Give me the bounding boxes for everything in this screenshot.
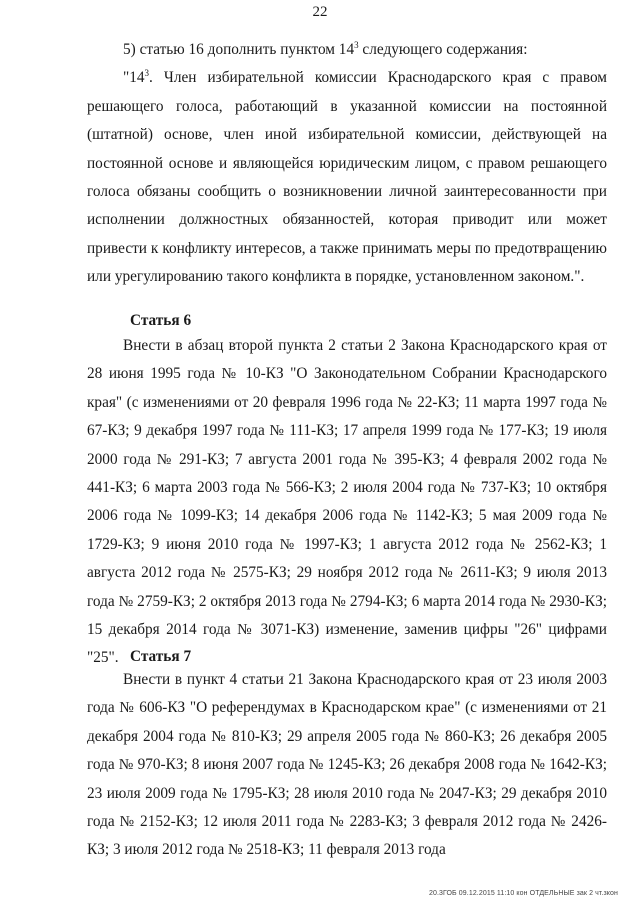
item5-intro-text: 5) статью 16 дополнить пунктом 14 xyxy=(123,41,355,58)
item5-block xyxy=(87,36,607,292)
article7-text: Внести в пункт 4 статьи 21 Закона Краснодарского края от 23 июля 2003 года № 606-КЗ "О референдумах в Краснодарском крае" (с изменениями от 21 декабря 2004 года № 810-КЗ; 29 апреля 2005 года № 860-КЗ; 26 декабря 2005 года № 970-КЗ; 8 июня 2007 года № 1245-КЗ; 26 декабря 2008 года № 1642-КЗ; 23 июля 2009 года № 1795-КЗ; 28 июля 2010 года № 2047-КЗ; 29 декабря 2010 года № 2152-КЗ; 12 июля 2011 года № 2283-КЗ; 3 февраля 2012 года № 2426-КЗ; 3 июля 2012 года № 2518-КЗ; 11 февраля 2013 года xyxy=(87,671,607,859)
page-number: 22 xyxy=(312,4,328,20)
document-footer: 20.3ГОБ 09.12.2015 11:10 кон ОТДЕЛЬНЫЕ зак 2 чт.зкон xyxy=(428,890,618,897)
item5-intro-superscript: 3 xyxy=(354,39,359,50)
item5-quote-text: . Член избирательной комиссии Краснодарского края с правом решающего голоса, работающий в указанной комиссии на постоянной (штатной) основе, член иной избирательной комиссии, действующей на постоянной основе и являющейся юридическим лицом, с правом решающего голоса обязаны сообщить о возникновении личной заинтересованности при исполнении должностных обязанностей, которая приводит или может привести к конфликту интересов, а также принимать меры по предотвращению или урегулированию такого конфликта в порядке, установленном законом.". xyxy=(87,69,607,286)
item5-quote-superscript: 3 xyxy=(144,68,150,79)
item5-quote xyxy=(87,64,607,291)
item5-intro-tail: следующего содержания: xyxy=(358,41,528,58)
article7-heading: Статья 7 xyxy=(130,648,192,665)
article7-block xyxy=(87,666,607,865)
item5-quote-open: "14 xyxy=(123,69,145,87)
article6-heading: Статья 6 xyxy=(130,312,192,329)
item5-intro xyxy=(87,36,607,64)
article6-text: Внести в абзац второй пункта 2 статьи 2 Закона Краснодарского края от 28 июня 1995 года № 10-КЗ "О Законодательном Собрании Краснодарского края" (с изменениями от 20 февраля 1996 года № 22-КЗ; 11 марта 1997 года № 67-КЗ; 9 декабря 1997 года № 111-КЗ; 17 апреля 1999 года № 177-КЗ; 19 июля 2000 года № 291-КЗ; 7 августа 2001 года № 395-КЗ; 4 февраля 2002 года № 441-КЗ; 6 марта 2003 года № 566-КЗ; 2 июля 2004 года № 737-КЗ; 10 октября 2006 года № 1099-КЗ; 14 декабря 2006 года № 1142-КЗ; 5 мая 2009 года № 1729-КЗ; 9 июня 2010 года № 1997-КЗ; 1 августа 2012 года № 2562-КЗ; 1 августа 2012 года № 2575-КЗ; 29 ноября 2012 года № 2611-КЗ; 9 июля 2013 года № 2759-КЗ; 2 октября 2013 года № 2794-КЗ; 6 марта 2014 года № 2930-КЗ; 15 декабря 2014 года № 3071-КЗ) изменение, заменив цифры "26" цифрами "25". xyxy=(87,337,607,667)
article6-block xyxy=(87,332,607,673)
